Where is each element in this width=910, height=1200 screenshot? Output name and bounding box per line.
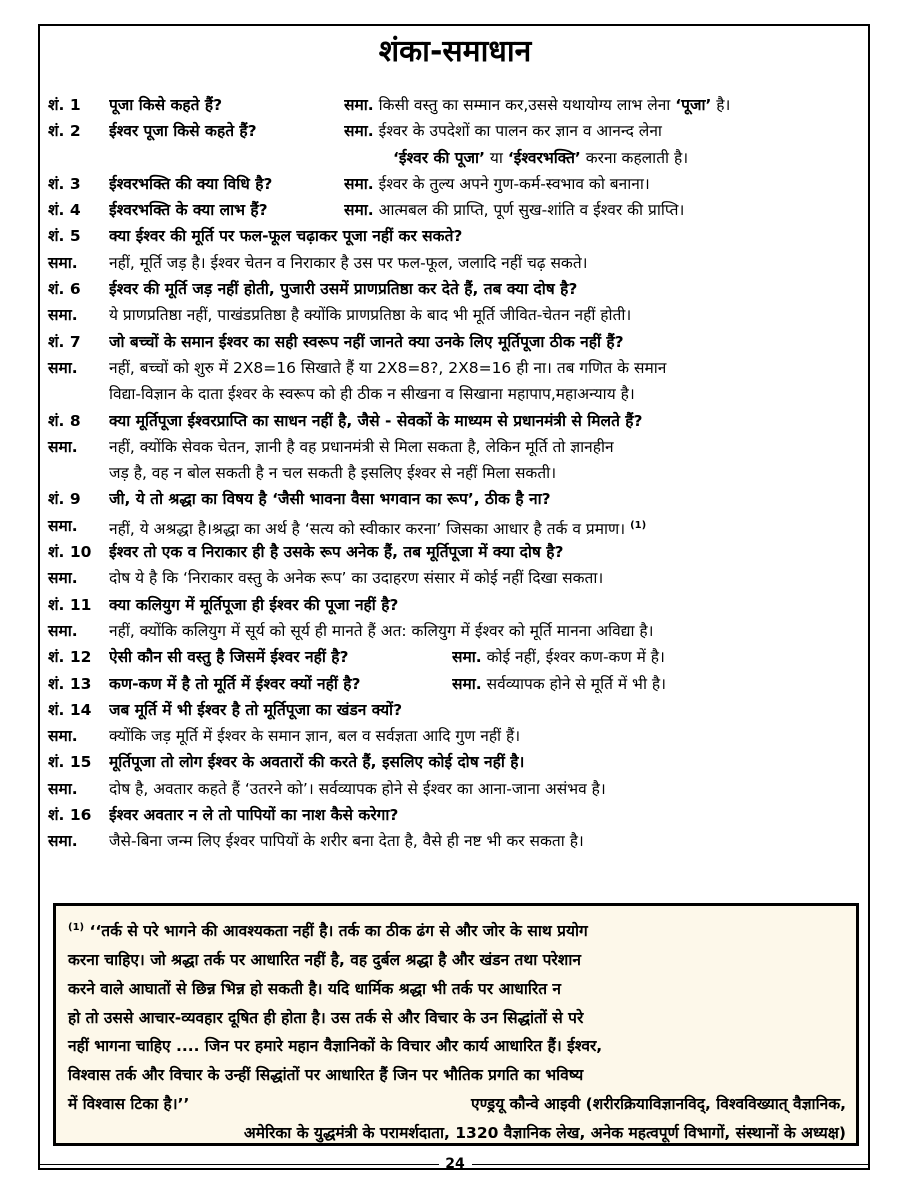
answer-row [48,776,863,802]
answer-text: आत्मबल की प्राप्ति, पूर्ण सुख-शांति व ईश्वर की प्राप्ति। [378,201,685,220]
question-label: शं. 16 [48,806,92,825]
question-text: ईश्वरभक्ति की क्या विधि है? [109,174,273,193]
answer-cell [109,434,863,460]
footnote-line: विश्वास तर्क और विचार के उन्हीं सिद्धांतों पर आधारित हैं जिन पर भौतिक प्रगति का भविष्य [68,1066,584,1085]
footnote-author-credentials: अमेरिका के युद्धमंत्री के परामर्शदाता, 1320 वैज्ञानिक लेख, अनेक महत्वपूर्ण विभागों, संस्थानों के अध्यक्ष) [243,1123,846,1142]
page-number: 24 [445,1156,465,1172]
question-row [48,486,863,512]
footnote-line: $^{(1)}$ ‘‘तर्क से परे भागने की आवश्यकता नहीं है। तर्क का ठीक ढंग से और जोर के साथ प्रयोग [68,922,588,941]
indent-spacer [48,381,109,407]
answer-label: समा. [48,727,78,746]
answer-label: समा. [344,174,374,193]
answer-cell [109,618,863,644]
footnote-line: करना चाहिए। जो श्रद्धा तर्क पर आधारित नहीं है, वह दुर्बल श्रद्धा है और खंडन तथा परेशान [68,950,581,969]
answer-cell [344,197,863,223]
answer-text: ईश्वर के तुल्य अपने गुण-कर्म-स्वभाव को बनाना। [378,174,650,193]
answer-row [48,434,863,460]
question-label: शं. 5 [48,227,81,246]
answer-text: सर्वव्यापक होने से मूर्ति में भी है। [486,674,666,693]
answer-text: नहीं, मूर्ति जड़ है। ईश्वर चेतन व निराकार है उस पर फल-फूल, जलादि नहीं चढ़ सकते। [109,253,588,272]
answer-label: समा. [48,253,78,272]
question-text: जब मूर्ति में भी ईश्वर है तो मूर्तिपूजा का खंडन क्यों? [109,700,403,719]
footnote-closing: में विश्वास टिका है।’’ [68,1094,190,1113]
answer-text: ईश्वर के उपदेशों का पालन कर ज्ञान व आनन्द लेना [378,122,662,141]
footnote-marker: (1) [68,922,85,933]
answer-row [48,355,863,381]
question-label: शं. 8 [48,411,81,430]
question-text: ईश्वर अवतार न ले तो पापियों का नाश कैसे करेगा? [109,806,399,825]
answer-row [48,723,863,749]
page-title: शंका-समाधान [378,34,532,69]
answer-label: समा. [48,779,78,798]
answer-cell [109,250,863,276]
question-label: शं. 15 [48,753,92,772]
footnote-line: नहीं भागना चाहिए .... जिन पर हमारे महान वैज्ञानिकों के विचार और कार्य आधारित हैं। ईश्वर, [68,1037,603,1056]
answer-label: समा. [452,674,482,693]
answer-text: ये प्राणप्रतिष्ठा नहीं, पाखंडप्रतिष्ठा है क्योंकि प्राणप्रतिष्ठा के बाद भी मूर्ति जीवित-चेतन नहीं होती। [109,306,632,325]
answer-cell [109,828,863,854]
question-text: क्या मूर्तिपूजा ईश्वरप्राप्ति का साधन नहीं है, जैसे - सेवकों के माध्यम से प्रधानमंत्री से मिलते हैं? [109,411,643,430]
question-row [48,276,863,302]
answer-row [48,828,863,854]
question-row [48,749,863,775]
answer-text: है। [711,96,731,114]
question-label: शं. 10 [48,543,92,562]
answer-text: नहीं, ये अश्रद्धा है।श्रद्धा का अर्थ है ‘सत्य को स्वीकार करना’ जिसका आधार है तर्क व प्रमाण। [109,519,626,538]
answer-text: नहीं, क्योंकि कलियुग में सूर्य को सूर्य ही मानते हैं अत: कलियुग में ईश्वर को मूर्ति मानना अविद्या है। [109,621,654,640]
answer-emphasis: ‘पूजा’ [675,96,712,114]
answer-label: समा. [452,648,482,667]
answer-label: समा. [344,96,374,114]
answer-cell [109,355,863,381]
question-label: शं. 7 [48,332,81,351]
question-text: ईश्वर की मूर्ति जड़ नहीं होती, पुजारी उसमें प्राणप्रतिष्ठा कर देते हैं, तब क्या दोष है? [109,280,578,299]
answer-text: कोई नहीं, ईश्वर कण-कण में है। [486,648,665,667]
answer-emphasis: ‘ईश्वर की पूजा’ [393,148,485,167]
answer-label: समा. [48,437,78,456]
question-text: पूजा किसे कहते हैं? [109,96,223,114]
question-row [48,539,863,565]
answer-cell [452,671,863,697]
question-text: ईश्वर तो एक व निराकार ही है उसके रूप अनेक हैं, तब मूर्तिपूजा में क्या दोष है? [109,543,564,562]
answer-text: क्योंकि जड़ मूर्ति में ईश्वर के समान ज्ञान, बल व सर्वज्ञता आदि गुण नहीं हैं। [109,727,521,746]
answer-cell [109,723,863,749]
question-label: शं. 11 [48,595,92,614]
answer-label: समा. [48,306,78,325]
question-label: शं. 14 [48,700,92,719]
indent-spacer [48,460,109,486]
question-label: शं. 3 [48,174,81,193]
answer-label: समा. [344,201,374,220]
answer-row [48,565,863,591]
answer-text: जैसे-बिना जन्म लिए ईश्वर पापियों के शरीर बना देता है, वैसे ही नष्ट भी कर सकता है। [109,832,584,851]
question-text: जी, ये तो श्रद्धा का विषय है ‘जैसी भावना वैसा भगवान का रूप’, ठीक है ना? [109,490,551,509]
footnote-ref: (1) [630,519,647,531]
question-row [48,223,863,249]
question-row [48,802,863,828]
answer-text: या [484,148,508,167]
question-text: ईश्वरभक्ति के क्या लाभ हैं? [109,201,268,220]
question-text: मूर्तिपूजा तो लोग ईश्वर के अवतारों की करते हैं, इसलिए कोई दोष नहीं है। [109,753,525,772]
question-label: शं. 13 [48,674,92,693]
answer-cell [344,171,863,197]
question-row [48,592,863,618]
answer-cell [109,776,863,802]
qa-pair-row [48,118,863,144]
answer-text: करना कहलाती है। [580,148,689,167]
answer-row [48,618,863,644]
qa-pair-row [48,92,863,118]
footnote-box [53,903,859,1146]
answer-label: समा. [344,122,374,141]
question-text: कण-कण में है तो मूर्ति में ईश्वर क्यों नहीं है? [109,674,361,693]
question-row [48,697,863,723]
answer-continuation-row [48,460,863,486]
answer-cell [344,118,863,144]
answer-continuation: जड़ है, वह न बोल सकती है न चल सकती है इसलिए ईश्वर से नहीं मिला सकती। [109,464,557,483]
answer-text: नहीं, क्योंकि सेवक चेतन, ज्ञानी है वह प्रधानमंत्री से मिला सकता है, लेकिन मूर्ति तो ज्ञानहीन [109,437,614,456]
answer-text: नहीं, बच्चों को शुरु में 2X8=16 सिखाते हैं या 2X8=8?, 2X8=16 ही ना। तब गणित के समान [109,358,667,377]
answer-label: समा. [48,569,78,588]
answer-cell [109,565,863,591]
question-label: शं. 4 [48,201,81,220]
answer-emphasis: ‘ईश्वरभक्ति’ [507,148,581,167]
answer-continuation-row [48,145,863,171]
question-text: क्या ईश्वर की मूर्ति पर फल-फूल चढ़ाकर पूजा नहीं कर सकते? [109,227,463,246]
question-label: शं. 1 [48,96,81,114]
answer-row [48,302,863,328]
answer-cell [109,302,863,328]
question-text: ईश्वर पूजा किसे कहते हैं? [109,122,257,141]
qa-pair-row [48,197,863,223]
answer-continuation-row [48,381,863,407]
footnote-line [68,1090,846,1119]
question-text: जो बच्चों के समान ईश्वर का सही स्वरूप नहीं जानते क्या उनके लिए मूर्तिपूजा ठीक नहीं हैं? [109,332,624,351]
answer-label: समा. [48,516,78,535]
question-label: शं. 2 [48,122,81,141]
answer-row [48,513,863,539]
footnote-line: करने वाले आघातों से छिन्न भिन्न हो सकती है। यदि धार्मिक श्रद्धा भी तर्क पर आधारित न [68,979,562,998]
answer-label: समा. [48,832,78,851]
qa-pair-row [48,644,863,670]
question-row [48,329,863,355]
footnote-author: एण्ड्रयू कौन्वे आइवी (शरीरक्रियाविज्ञानविद्, विश्वविख्यात् वैज्ञानिक, [471,1094,846,1113]
answer-label: समा. [48,358,78,377]
answer-label: समा. [48,621,78,640]
answer-row [48,250,863,276]
answer-continuation [48,145,863,171]
question-text: क्या कलियुग में मूर्तिपूजा ही ईश्वर की पूजा नहीं है? [109,595,399,614]
answer-text: दोष ये है कि ‘निराकार वस्तु के अनेक रूप’ का उदाहरण संसार में कोई नहीं दिखा सकता। [109,569,604,588]
qa-list [48,92,863,855]
footnote-line: हो तो उससे आचार-व्यवहार दूषित ही होता है। उस तर्क से और विचार के उन सिद्धांतों से परे [68,1008,584,1027]
qa-pair-row [48,171,863,197]
answer-text: दोष है, अवतार कहते हैं ‘उतरने को’। सर्वव्यापक होने से ईश्वर का आना-जाना असंभव है। [109,779,606,798]
answer-continuation: विद्या-विज्ञान के दाता ईश्वर के स्वरूप को ही ठीक न सीखना व सिखाना महापाप,महाअन्याय है। [109,385,635,404]
answer-cell [344,92,863,118]
question-row [48,408,863,434]
answer-cell [109,513,863,539]
question-text: ऐसी कौन सी वस्तु है जिसमें ईश्वर नहीं है? [109,648,349,667]
question-label: शं. 6 [48,280,81,299]
question-label: शं. 9 [48,490,81,509]
question-label: शं. 12 [48,648,92,667]
answer-text: किसी वस्तु का सम्मान कर,उससे यथायोग्य लाभ लेना [378,96,676,114]
qa-pair-row [48,671,863,697]
answer-cell [452,644,863,670]
